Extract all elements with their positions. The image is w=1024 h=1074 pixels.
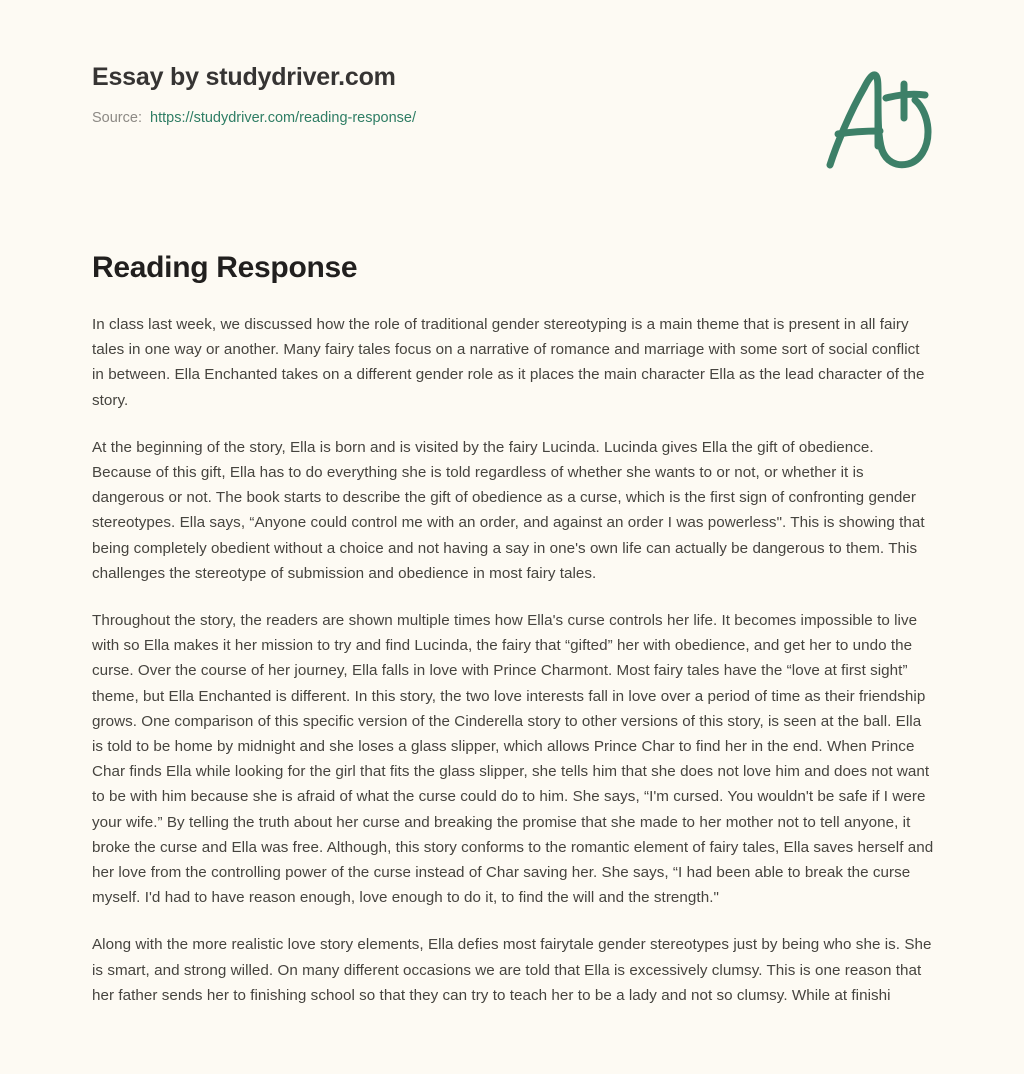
paragraph: In class last week, we discussed how the role of traditional gender stereotyping is a main theme that is present in all fairy tales in one way or another. Many fairy tales focus on a narrative of romance and marriage with some sort of social conflict in between. Ella Enchanted takes on a different gender role as it places the main character Ella as the lead character of the story. (92, 316, 925, 409)
source-line (92, 108, 416, 128)
a-plus-icon (816, 62, 942, 174)
article-body (92, 312, 935, 1008)
article-container (92, 250, 935, 1008)
page-header (0, 0, 1024, 190)
essay-byline: Essay by studydriver.com (92, 63, 396, 91)
studydriver-logo[interactable] (816, 62, 942, 174)
source-url-link[interactable]: https://studydriver.com/reading-response/ (150, 110, 417, 126)
paragraph: At the beginning of the story, Ella is born and is visited by the fairy Lucinda. Lucinda gives Ella the gift of obedience. Because of this gift, Ella has to do everything she is told regardless of whether she wants to or not, or whether it is dangerous or not. The book starts to describe the gift of obedience as a curse, which is the first sign of confronting gender stereotypes. Ella says, “Anyone could control me with an order, and against an order I was powerless". This is showing that being completely obedient without a choice and not having a say in one's own life can actually be dangerous to them. This challenges the stereotype of submission and obedience in most fairy tales. (92, 438, 925, 582)
page-title: Reading Response (92, 251, 358, 284)
paragraph: Along with the more realistic love story elements, Ella defies most fairytale gender stereotypes just by being who she is. She is smart, and strong willed. On many different occasions we are told that Ella is excessively clumsy. This is one reason that her father sends her to finishing school so that they can try to teach her to be a lady and not so clumsy. While at finishi (92, 936, 932, 1004)
source-label: Source: (92, 110, 142, 126)
paragraph: Throughout the story, the readers are shown multiple times how Ella's curse controls her life. It becomes impossible to live with so Ella makes it her mission to try and find Lucinda, the fairy that “gifted” her with obedience, and get her to undo the curse. Over the course of her journey, Ella falls in love with Prince Charmont. Most fairy tales have the “love at first sight” theme, but Ella Enchanted is different. In this story, the two love interests fall in love over a period of time as their friendship grows. One comparison of this specific version of the Cinderella story to other versions of this story, is seen at the ball. Ella is told to be home by midnight and she loses a glass slipper, which allows Prince Char to find her in the end. When Prince Char finds Ella while looking for the girl that fits the glass slipper, she tells him that she does not love him and does not want to be with him because she is afraid of what the curse could do to him. She says, “I'm cursed. You wouldn't be safe if I were your wife.” By telling the truth about her curse and breaking the promise that she made to her mother not to tell anyone, it broke the curse and Ella was free. Although, this story conforms to the romantic element of fairy tales, Ella saves herself and her love from the controlling power of the curse instead of Char saving her. She says, “I had been able to break the curse myself. I'd had to have reason enough, love enough to do it, to find the will and the strength." (92, 612, 934, 907)
header-text-block (92, 62, 416, 128)
